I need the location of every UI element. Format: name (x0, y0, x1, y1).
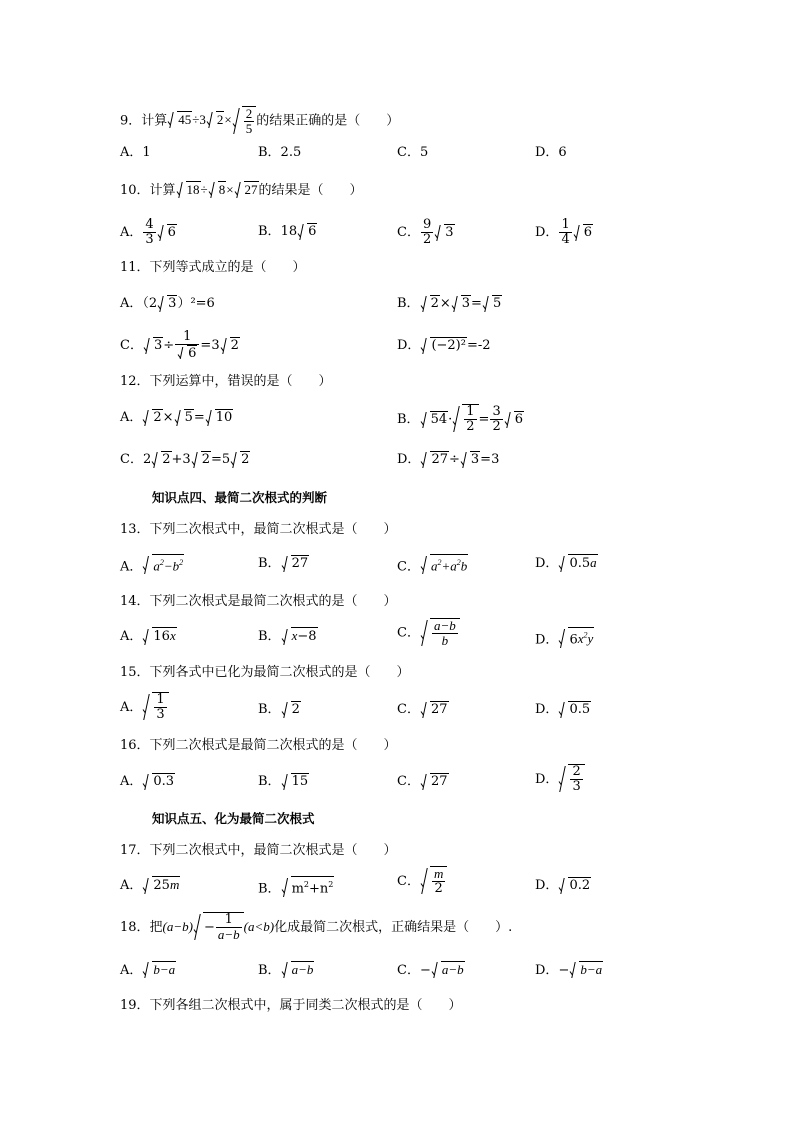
q14-stem: 14．下列二次根式是最简二次根式的是（ ） (120, 594, 397, 609)
q17-option-d[interactable]: D． 0.2 (535, 876, 591, 896)
q13-option-c[interactable]: C． $a^2+a^2b$ (397, 554, 468, 577)
q16-stem: 16．下列二次根式是最简二次根式的是（ ） (120, 738, 397, 753)
q10-option-d[interactable]: D． $\frac{1}{4}$ 6 (535, 217, 592, 247)
q16-option-c[interactable]: C． 27 (397, 772, 449, 792)
q12-option-c[interactable]: C．2 2+3 2=5 2 (120, 450, 250, 470)
q19-stem: 19．下列各组二次根式中，属于同类二次根式的是（ ） (120, 998, 462, 1013)
section-heading-4: 知识点四、最简二次根式的判断 (152, 490, 328, 505)
q17-option-c[interactable]: C． $\frac{m}{2}$ (397, 866, 447, 896)
q17-stem: 17．下列二次根式中，最简二次根式是（ ） (120, 843, 397, 858)
q15-stem: 15．下列各式中已化为最简二次根式的是（ ） (120, 665, 410, 680)
q10-option-b[interactable]: B．18 6 (258, 222, 317, 242)
q14-option-b[interactable]: B． x−8 (258, 627, 318, 647)
q13-option-d[interactable]: D． 0.5a (535, 554, 598, 574)
q13-stem: 13．下列二次根式中，最简二次根式是（ ） (120, 522, 397, 537)
q12-option-a[interactable]: A． 2× 5= 10 (120, 408, 233, 428)
q15-option-d[interactable]: D． 0.5 (535, 700, 591, 720)
q9-option-a[interactable]: A．1 (120, 145, 151, 160)
q15-option-b[interactable]: B． 2 (258, 700, 301, 720)
q14-option-d[interactable]: D． $6x^2y$ (535, 627, 594, 650)
q13-option-b[interactable]: B． 27 (258, 554, 309, 574)
q15-option-c[interactable]: C． 27 (397, 700, 449, 720)
q10-option-a[interactable]: A． $\frac{4}{3}$ 6 (120, 217, 176, 247)
q14-option-c[interactable]: C． $\frac{a-b}{b}$ (397, 618, 460, 648)
q9-option-c[interactable]: C．5 (397, 145, 429, 160)
section-heading-5: 知识点五、化为最简二次根式 (152, 811, 315, 826)
q15-option-a[interactable]: A． $\frac{1}{3}$ (120, 692, 169, 722)
q17-option-b[interactable]: B． $m^2+n^2$ (258, 876, 334, 899)
q11-option-c[interactable]: C． 3÷ $\frac{1}{6}$ =3 2 (120, 329, 239, 361)
q14-option-a[interactable]: A． 16x (120, 627, 177, 647)
q18-option-b[interactable]: B． a−b (258, 962, 314, 978)
q16-option-b[interactable]: B． 15 (258, 772, 309, 792)
q9-stem: 9．计算 45÷3 2× $\frac{2}{5}$ 的结果正确的是（ ） (120, 106, 400, 136)
q12-stem: 12．下列运算中，错误的是（ ） (120, 374, 332, 389)
q11-stem: 11．下列等式成立的是（ ） (120, 260, 306, 275)
q10-stem: 10．计算 18÷ 8× 27的结果是（ ） (120, 182, 363, 198)
q12-option-b[interactable]: B． 54· $\frac{1}{2}$ = $\frac{3}{2}$ 6 (397, 404, 523, 434)
q10-option-c[interactable]: C． $\frac{9}{2}$ 3 (397, 217, 454, 247)
q11-option-a[interactable]: A．（2 3）²=6 (120, 294, 215, 314)
q9-option-b[interactable]: B．2.5 (258, 145, 302, 160)
q16-option-d[interactable]: D． $\frac{2}{3}$ (535, 764, 585, 794)
q18-stem: 18．把(a−b) − $\frac{1}{a-b}$ (a<b)化成最简二次根式，正确结果是（ ）. (120, 912, 513, 942)
q9-option-d[interactable]: D．6 (535, 145, 567, 160)
q18-option-c[interactable]: C．− a−b (397, 962, 464, 978)
q12-option-d[interactable]: D． 27÷ 3=3 (397, 450, 499, 470)
q11-option-b[interactable]: B． 2× 3= 5 (397, 294, 502, 314)
q18-option-d[interactable]: D．− b−a (535, 962, 603, 978)
q16-option-a[interactable]: A． 0.3 (120, 772, 175, 792)
q17-option-a[interactable]: A． 25m (120, 876, 180, 896)
q13-option-a[interactable]: A． $a^2-b^2$ (120, 554, 184, 577)
q18-option-a[interactable]: A． b−a (120, 962, 176, 978)
q11-option-d[interactable]: D． (−2)²=-2 (397, 336, 491, 356)
